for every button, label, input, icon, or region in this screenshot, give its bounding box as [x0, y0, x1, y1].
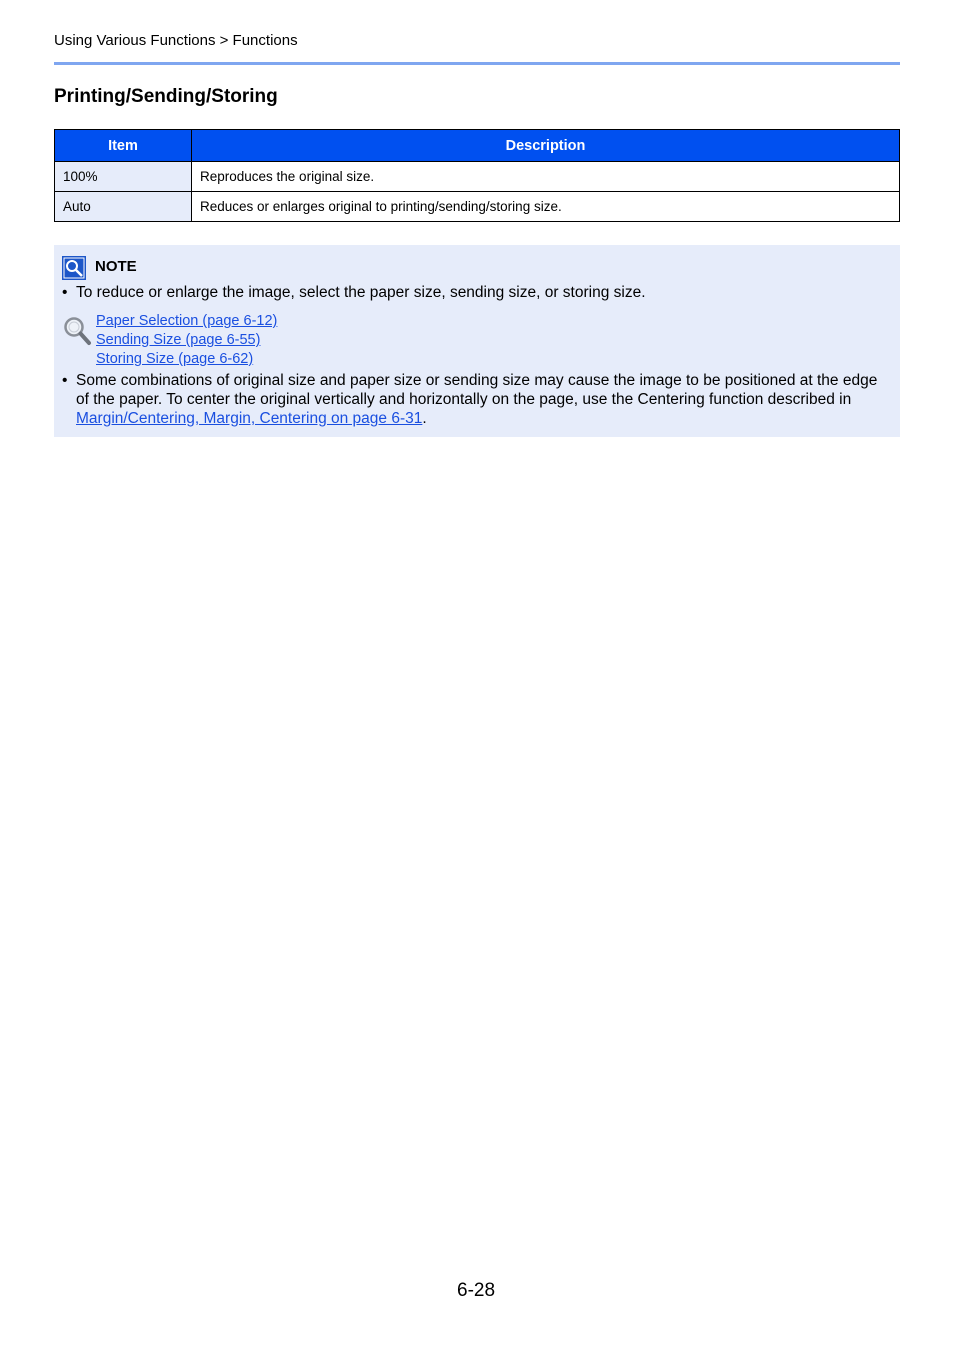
note-icon: [62, 256, 86, 280]
note-bullet-text: [76, 371, 886, 428]
table-header-row: [55, 130, 900, 162]
ref-link-sending-size[interactable]: Sending Size (page 6-55): [96, 332, 261, 348]
bullet-marker: •: [62, 372, 68, 389]
page-number: 6-28: [457, 1280, 496, 1301]
item-cell: 100%: [55, 162, 192, 192]
description-cell: Reduces or enlarges original to printing/sending/storing size.: [192, 192, 900, 222]
ref-link-paper-selection[interactable]: Paper Selection (page 6-12): [96, 313, 278, 329]
item-cell: Auto: [55, 192, 192, 222]
bullet-body: Some combinations of original size and paper size or sending size may cause the image to be positioned at the edge of the paper. To center the original vertically and horizontally on the page, use the Centering function described in: [76, 372, 878, 408]
column-header-description: Description: [192, 130, 900, 162]
note-bullet-text: To reduce or enlarge the image, select the paper size, sending size, or storing size.: [76, 284, 646, 301]
column-header-item: Item: [55, 130, 192, 162]
note-box: [54, 245, 900, 437]
table-row: [55, 162, 900, 192]
magnifier-icon: [62, 315, 92, 347]
bullet-end: .: [422, 410, 427, 427]
spec-table: [54, 129, 900, 222]
table-row: [55, 192, 900, 222]
description-cell: Reproduces the original size.: [192, 162, 900, 192]
reference-list: [96, 312, 277, 369]
bullet-marker: •: [62, 284, 68, 301]
ref-link-storing-size[interactable]: Storing Size (page 6-62): [96, 351, 254, 367]
header-divider: [54, 62, 900, 65]
ref-link-margin-centering[interactable]: Margin/Centering, Margin, Centering on page 6-31: [76, 410, 423, 427]
section-title: Printing/Sending/Storing: [54, 86, 278, 107]
note-label: NOTE: [95, 258, 137, 275]
breadcrumb: Using Various Functions > Functions: [54, 32, 298, 49]
